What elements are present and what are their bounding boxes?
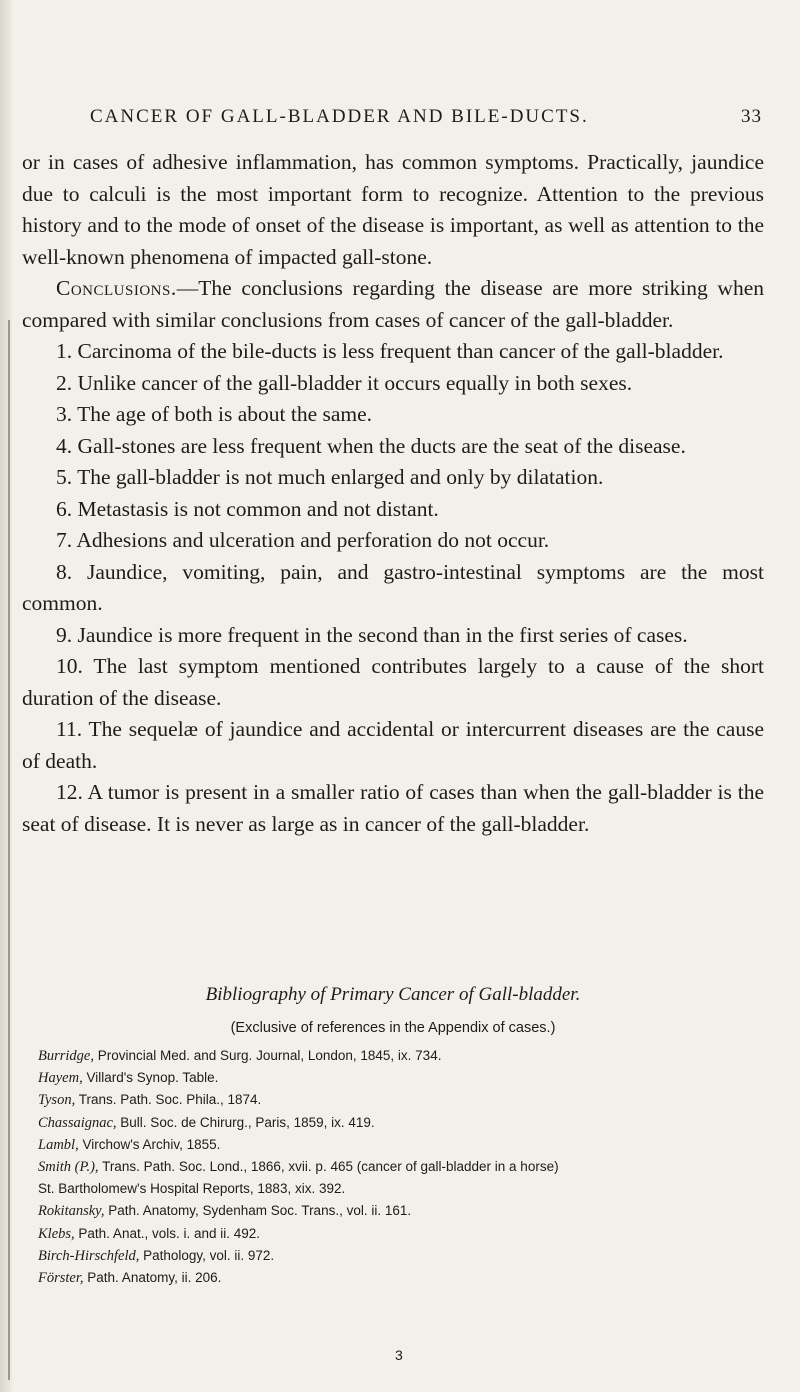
conclusion-item: 7. Adhesions and ulceration and perforation do not occur. (56, 528, 550, 552)
page-edge-shadow (0, 0, 12, 1392)
reference-text: Trans. Path. Soc. Phila., 1874. (75, 1092, 262, 1108)
reference-item (22, 1067, 764, 1089)
reference-text: Virchow's Archiv, 1855. (78, 1136, 221, 1152)
reference-author: Förster, (38, 1270, 84, 1287)
conclusion-item: 3. The age of both is about the same. (56, 402, 373, 426)
reference-text: Villard's Synop. Table. (82, 1070, 219, 1086)
reference-author: Klebs, (38, 1225, 75, 1242)
conclusion-item: 5. The gall-bladder is not much enlarged and only by dilatation. (56, 465, 604, 489)
reference-item (22, 1112, 764, 1134)
main-text (22, 147, 764, 840)
conclusions-paragraph (22, 273, 764, 336)
reference-text: Path. Anatomy, ii. 206. (83, 1270, 222, 1286)
reference-item (22, 1178, 764, 1200)
reference-text: Path. Anat., vols. i. and ii. 492. (74, 1225, 261, 1241)
reference-item (22, 1245, 764, 1267)
reference-author: Tyson, (38, 1092, 76, 1109)
conclusion-item: 2. Unlike cancer of the gall-bladder it occurs equally in both sexes. (56, 370, 633, 395)
reference-item (22, 1200, 764, 1222)
reference-author: Rokitansky, (38, 1203, 105, 1220)
conclusion-item: 10. The last symptom mentioned contributes largely to a cause of the short duration of the disease. (22, 654, 764, 710)
page-number: 33 (741, 106, 762, 127)
conclusion-item: 4. Gall-stones are less frequent when the ducts are the seat of the disease. (56, 433, 686, 458)
conclusion-item: 9. Jaundice is more frequent in the second than in the first series of cases. (56, 622, 688, 647)
reference-list (22, 1045, 764, 1289)
conclusion-item: 12. A tumor is present in a smaller ratio of cases than when the gall-bladder is the seat of disease. It is never as large as in cancer of the gall-bladder. (22, 780, 764, 836)
reference-item (22, 1134, 764, 1156)
reference-author: Smith (P.), (38, 1159, 99, 1176)
bibliography-note: (Exclusive of references in the Appendix of cases.) (230, 1020, 556, 1036)
conclusion-item: 1. Carcinoma of the bile-ducts is less frequent than cancer of the gall-bladder. (56, 339, 724, 363)
reference-text: Trans. Path. Soc. Lond., 1866, xvii. p. 465 (cancer of gall-bladder in a horse) (98, 1159, 559, 1175)
conclusions-intro: —The conclusions regarding the disease are more striking when compared with similar conclusions from cases of cancer of the gall-bladder. (22, 276, 764, 332)
conclusion-item: 6. Metastasis is not common and not distant. (56, 496, 439, 521)
conclusion-item: 8. Jaundice, vomiting, pain, and gastro-intestinal symptoms are the most common. (22, 559, 764, 615)
reference-item (22, 1045, 764, 1067)
reference-item (22, 1267, 764, 1289)
paragraph-continuation: or in cases of adhesive inflammation, has common symptoms. Practically, jaundice due to calculi is the most important form to recognize. Attention to the previous history and to the mode of onset of the disease is important, as well as attention to the well-known phenomena of impacted gall-stone. (22, 150, 764, 269)
reference-author: Burridge, (38, 1048, 94, 1064)
reference-author: Birch-Hirschfeld, (38, 1247, 140, 1264)
conclusion-item: 11. The sequelæ of jaundice and accidental or intercurrent diseases are the cause of death. (22, 717, 764, 773)
reference-item (22, 1223, 764, 1245)
reference-item (22, 1156, 764, 1178)
bibliography-section (22, 984, 764, 1289)
reference-item (22, 1089, 764, 1111)
reference-author: Hayem, (38, 1070, 83, 1087)
conclusions-label: Conclusions. (56, 276, 177, 300)
running-header (90, 106, 762, 128)
reference-text: Provincial Med. and Surg. Journal, London, 1845, ix. 734. (93, 1048, 442, 1063)
bibliography-title: Bibliography of Primary Cancer of Gall-bladder. (205, 984, 581, 1005)
reference-author: Lambl, (38, 1136, 79, 1153)
reference-text: Bull. Soc. de Chirurg., Paris, 1859, ix. 419. (116, 1114, 375, 1130)
reference-text: Path. Anatomy, Sydenham Soc. Trans., vol. ii. 161. (104, 1203, 412, 1219)
reference-author: Chassaignac, (38, 1114, 117, 1131)
running-title: CANCER OF GALL-BLADDER AND BILE-DUCTS. (90, 106, 589, 127)
signature-mark: 3 (395, 1347, 403, 1363)
reference-text: St. Bartholomew's Hospital Reports, 1883, xix. 392. (38, 1181, 346, 1197)
reference-text: Pathology, vol. ii. 972. (139, 1247, 275, 1263)
page-binding-line (8, 320, 10, 1380)
